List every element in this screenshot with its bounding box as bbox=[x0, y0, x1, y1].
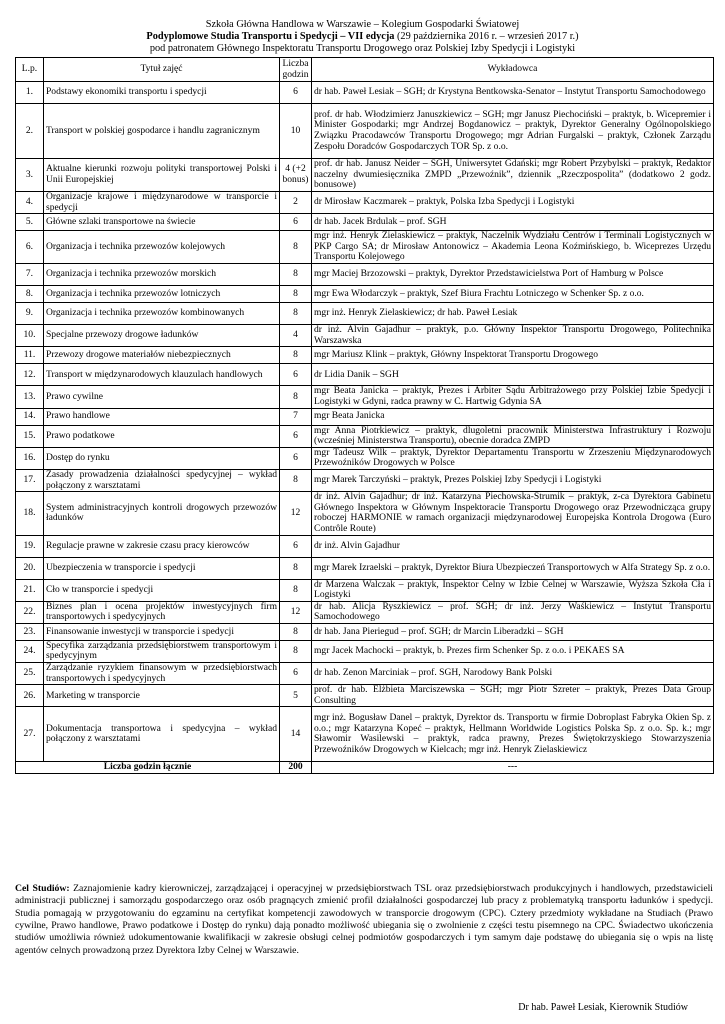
study-goal bbox=[15, 883, 713, 957]
row-hours: 8 bbox=[280, 303, 312, 325]
row-hours: 8 bbox=[280, 579, 312, 601]
row-lecturer: mgr Jacek Machocki – praktyk, b. Prezes firm Schenker Sp. z o.o. i PEKAES SA bbox=[312, 640, 714, 662]
row-hours: 7 bbox=[280, 408, 312, 425]
row-title: Transport w polskiej gospodarce i handlu zagranicznym bbox=[44, 104, 280, 159]
row-lecturer: mgr Marek Izraelski – praktyk, Dyrektor Biura Ubezpieczeń Transportowych w Alfa Strategy Sp. z o.o. bbox=[312, 557, 714, 579]
signature: Dr hab. Paweł Lesiak, Kierownik Studiów bbox=[518, 1002, 688, 1013]
row-title: Finansowanie inwestycji w transporcie i spedycji bbox=[44, 623, 280, 640]
row-title: Dostęp do rynku bbox=[44, 447, 280, 469]
row-title: Zarządzanie ryzykiem finansowym w przedsiębiorstwach transportowych i spedycyjnych bbox=[44, 663, 280, 685]
row-hours: 12 bbox=[280, 492, 312, 535]
goal-text: Zaznajomienie kadry kierowniczej, zarządzającej i operacyjnej w przedsiębiorstwach TSL oraz przedsiębiorstwach produkcyjnych i handlowych, przedstawicieli administracji publicznej i samorządu gospodarczego oraz osób pragnących zmienić profil działalności gospodarczej lub pracy z problematyką transportu ładunków i spedycji. Studia pomagają w przygotowaniu do egzaminu na certyfikat kompetencji zawodowych w transporcie drogowym (CPC). Cztery przedmioty wykładane na Studiach (Prawo cywilne, Prawo handlowe, Prawo podatkowe i Dostęp do rynku) dają ponadto możliwość ubiegania się o zwolnienie z części testu pisemnego na CPC. Świadectwo ukończenia studiów umożliwia również udokumentowanie kwalifikacji w zakresie obsługi celnej podmiotów gospodarczych i tym samym daje podstawę do ubiegania się o wpis na listę agentów celnych prowadzoną przez Dyrektora Izby Celnej w Warszawie. bbox=[15, 883, 713, 956]
row-title: System administracyjnych kontroli drogowych przewozów ładunków bbox=[44, 492, 280, 535]
header-program-dates: (29 października 2016 r. – wrzesień 2017 r.) bbox=[394, 31, 579, 42]
table-row bbox=[16, 104, 714, 159]
row-hours: 8 bbox=[280, 264, 312, 286]
row-lp: 1. bbox=[16, 82, 44, 104]
row-lecturer: dr Marzena Walczak – praktyk, Inspektor Celny w Izbie Celnej w Warszawie, Wyższa Szkoła Cła i Logistyki bbox=[312, 579, 714, 601]
table-row bbox=[16, 264, 714, 286]
table-row bbox=[16, 623, 714, 640]
row-lp: 6. bbox=[16, 231, 44, 264]
table-row bbox=[16, 601, 714, 623]
course-table bbox=[15, 57, 714, 774]
row-title: Główne szlaki transportowe na świecie bbox=[44, 214, 280, 231]
row-lp: 16. bbox=[16, 447, 44, 469]
row-lecturer: mgr inż. Henryk Zielaskiewicz – praktyk, Naczelnik Wydziału Centrów i Terminali Logistycznych w PKP Cargo SA; dr Mirosław Antonowicz – Akademia Leona Koźmińskiego, b. Wiceprezes Urzędu Transportu Kolejowego bbox=[312, 231, 714, 264]
row-title: Prawo podatkowe bbox=[44, 425, 280, 447]
table-row bbox=[16, 325, 714, 347]
row-title: Organizacje krajowe i międzynarodowe w transporcie i spedycji bbox=[44, 192, 280, 214]
row-lp: 26. bbox=[16, 685, 44, 707]
row-lp: 3. bbox=[16, 159, 44, 192]
col-header-lp: L.p. bbox=[16, 58, 44, 82]
row-hours: 6 bbox=[280, 364, 312, 386]
table-row bbox=[16, 425, 714, 447]
row-lecturer: dr Mirosław Kaczmarek – praktyk, Polska Izba Spedycji i Logistyki bbox=[312, 192, 714, 214]
table-row bbox=[16, 286, 714, 303]
row-lp: 25. bbox=[16, 663, 44, 685]
table-row bbox=[16, 707, 714, 762]
table-row bbox=[16, 159, 714, 192]
table-row bbox=[16, 447, 714, 469]
total-row bbox=[16, 762, 714, 774]
row-hours: 6 bbox=[280, 535, 312, 557]
row-lp: 15. bbox=[16, 425, 44, 447]
row-title: Prawo handlowe bbox=[44, 408, 280, 425]
row-lp: 8. bbox=[16, 286, 44, 303]
table-row bbox=[16, 685, 714, 707]
row-title: Regulacje prawne w zakresie czasu pracy kierowców bbox=[44, 535, 280, 557]
table-row bbox=[16, 535, 714, 557]
row-title: Specjalne przewozy drogowe ładunków bbox=[44, 325, 280, 347]
header-patronage: pod patronatem Głównego Inspektoratu Transportu Drogowego oraz Polskiej Izby Spedycji i Logistyki bbox=[149, 43, 576, 54]
row-lecturer: mgr inż. Bogusław Danel – praktyk, Dyrektor ds. Transportu w firmie Dobroplast Fabryka Okien Sp. z o.o.; mgr Katarzyna Kopeć – praktyk, Hellmann Worldwide Logistics Polska Sp. z o.o. Sp. k.; mgr Sławomir Wasilewski – praktyk, radca prawny, Prezes Świętokrzyskiego Stowarzyszenia Przewoźników Drogowych w Kielcach; mgr inż. Henryk Zielaskiewicz bbox=[312, 707, 714, 762]
row-lecturer: dr hab. Paweł Lesiak – SGH; dr Krystyna Bentkowska-Senator – Instytut Transportu Samochodowego bbox=[312, 82, 714, 104]
table-row bbox=[16, 364, 714, 386]
col-header-hours: Liczba godzin bbox=[280, 58, 312, 82]
table-row bbox=[16, 231, 714, 264]
row-lecturer: mgr Anna Piotrkiewicz – praktyk, dlugoletni pracownik Ministerstwa Infrastruktury i Rozwoju (wcześniej Ministerstwa Transportu), obecnie doradca ZMPD bbox=[312, 425, 714, 447]
row-lp: 10. bbox=[16, 325, 44, 347]
row-hours: 6 bbox=[280, 82, 312, 104]
row-lecturer: mgr Maciej Brzozowski – praktyk, Dyrektor Przedstawicielstwa Port of Hamburg w Polsce bbox=[312, 264, 714, 286]
row-lp: 20. bbox=[16, 557, 44, 579]
row-lp: 19. bbox=[16, 535, 44, 557]
row-lp: 9. bbox=[16, 303, 44, 325]
row-lp: 27. bbox=[16, 707, 44, 762]
table-row bbox=[16, 214, 714, 231]
row-title: Dokumentacja transportowa i spedycyjna – wykład połączony z warsztatami bbox=[44, 707, 280, 762]
table-header-row bbox=[16, 58, 714, 82]
row-lp: 4. bbox=[16, 192, 44, 214]
row-hours: 6 bbox=[280, 663, 312, 685]
row-lecturer: prof. dr hab. Elżbieta Marciszewska – SGH; mgr Piotr Szreter – praktyk, Prezes Data Group Consulting bbox=[312, 685, 714, 707]
col-header-title: Tytuł zajęć bbox=[44, 58, 280, 82]
row-lecturer: mgr Marek Tarczyński – praktyk, Prezes Polskiej Izby Spedycji i Logistyki bbox=[312, 469, 714, 491]
row-hours: 8 bbox=[280, 386, 312, 408]
row-lp: 13. bbox=[16, 386, 44, 408]
header-program-name: Podyplomowe Studia Transportu i Spedycji – VII edycja bbox=[146, 31, 395, 42]
table-row bbox=[16, 557, 714, 579]
goal-label: Cel Studiów: bbox=[15, 883, 70, 894]
table-row bbox=[16, 82, 714, 104]
total-label: Liczba godzin łącznie bbox=[16, 762, 280, 774]
table-row bbox=[16, 492, 714, 535]
row-title: Podstawy ekonomiki transportu i spedycji bbox=[44, 82, 280, 104]
row-hours: 6 bbox=[280, 214, 312, 231]
table-row bbox=[16, 469, 714, 491]
table-row bbox=[16, 408, 714, 425]
row-lecturer: mgr Mariusz Klink – praktyk, Główny Inspektorat Transportu Drogowego bbox=[312, 347, 714, 364]
row-lecturer: mgr Beata Janicka – praktyk, Prezes i Arbiter Sądu Arbitrażowego przy Polskiej Izbie Spedycji i Logistyki w Gdyni, radca prawny w C. Hartwig Gdynia SA bbox=[312, 386, 714, 408]
row-lecturer: dr inż. Alvin Gajadhur bbox=[312, 535, 714, 557]
row-lp: 11. bbox=[16, 347, 44, 364]
row-title: Ubezpieczenia w transporcie i spedycji bbox=[44, 557, 280, 579]
row-lp: 22. bbox=[16, 601, 44, 623]
row-title: Prawo cywilne bbox=[44, 386, 280, 408]
row-lecturer: dr hab. Alicja Ryszkiewicz – prof. SGH; dr inż. Jerzy Waśkiewicz – Instytut Transportu Samochodowego bbox=[312, 601, 714, 623]
row-hours: 6 bbox=[280, 425, 312, 447]
row-title: Zasady prowadzenia działalności spedycyjnej – wykład połączony z warsztatami bbox=[44, 469, 280, 491]
row-title: Organizacja i technika przewozów kombinowanych bbox=[44, 303, 280, 325]
row-lecturer: mgr Tadeusz Wilk – praktyk, Dyrektor Departamentu Transportu w Zrzeszeniu Międzynarodowych Przewoźników Drogowych w Polsce bbox=[312, 447, 714, 469]
table-row bbox=[16, 192, 714, 214]
table-row bbox=[16, 640, 714, 662]
row-title: Przewozy drogowe materiałów niebezpiecznych bbox=[44, 347, 280, 364]
table-row bbox=[16, 579, 714, 601]
row-lp: 2. bbox=[16, 104, 44, 159]
row-lp: 23. bbox=[16, 623, 44, 640]
total-hours: 200 bbox=[280, 762, 312, 774]
row-hours: 2 bbox=[280, 192, 312, 214]
row-hours: 8 bbox=[280, 231, 312, 264]
row-title: Cło w transporcie i spedycji bbox=[44, 579, 280, 601]
row-lecturer: dr hab. Jana Pieriegud – prof. SGH; dr Marcin Liberadzki – SGH bbox=[312, 623, 714, 640]
col-header-lecturer: Wykładowca bbox=[312, 58, 714, 82]
row-lp: 17. bbox=[16, 469, 44, 491]
row-lecturer: mgr Beata Janicka bbox=[312, 408, 714, 425]
row-hours: 8 bbox=[280, 469, 312, 491]
table-body bbox=[16, 82, 714, 762]
row-lp: 14. bbox=[16, 408, 44, 425]
row-hours: 10 bbox=[280, 104, 312, 159]
row-lecturer: mgr Ewa Włodarczyk – praktyk, Szef Biura Frachtu Lotniczego w Schenker Sp. z o.o. bbox=[312, 286, 714, 303]
row-lecturer: dr inż. Alvin Gajadhur – praktyk, p.o. Główny Inspektor Transportu Drogowego, Politechnika Warszawska bbox=[312, 325, 714, 347]
row-title: Organizacja i technika przewozów lotniczych bbox=[44, 286, 280, 303]
row-hours: 8 bbox=[280, 286, 312, 303]
row-lp: 24. bbox=[16, 640, 44, 662]
row-hours: 8 bbox=[280, 623, 312, 640]
row-hours: 6 bbox=[280, 447, 312, 469]
row-lecturer: dr hab. Zenon Marciniak – prof. SGH, Narodowy Bank Polski bbox=[312, 663, 714, 685]
row-title: Biznes plan i ocena projektów inwestycyjnych firm transportowych i spedycyjnych bbox=[44, 601, 280, 623]
row-lp: 7. bbox=[16, 264, 44, 286]
row-lp: 12. bbox=[16, 364, 44, 386]
row-hours: 14 bbox=[280, 707, 312, 762]
row-title: Transport w międzynarodowych klauzulach handlowych bbox=[44, 364, 280, 386]
row-title: Marketing w transporcie bbox=[44, 685, 280, 707]
row-title: Organizacja i technika przewozów morskich bbox=[44, 264, 280, 286]
row-title: Specyfika zarządzania przedsiębiorstwem transportowym i spedycyjnym bbox=[44, 640, 280, 662]
table-row bbox=[16, 303, 714, 325]
row-title: Organizacja i technika przewozów kolejowych bbox=[44, 231, 280, 264]
row-hours: 4 (+2 bonus) bbox=[280, 159, 312, 192]
row-hours: 12 bbox=[280, 601, 312, 623]
row-hours: 5 bbox=[280, 685, 312, 707]
row-lecturer: dr inż. Alvin Gajadhur; dr inż. Katarzyna Piechowska-Strumik – praktyk, z-ca Dyrektora Gabinetu Głównego Inspektora w Głównym Inspektoracie Transportu Drogowego oraz Przewodnicząca grupy roboczej HARMONIE w ramach organizacji międzynarodowej Europejska Kontrola Drogowa (Euro Contrôle Route) bbox=[312, 492, 714, 535]
row-hours: 8 bbox=[280, 640, 312, 662]
row-lecturer: prof. dr hab. Włodzimierz Januszkiewicz – SGH; mgr Janusz Piechociński – praktyk, b. Wicepremier i Minister Gospodarki; mgr Andrzej Bogdanowicz – praktyk, Dyrektor Generalny Ogólnopolskiego Związku Pracodawców Transportu Drogowego; mgr Adrian Furgalski – praktyk, Członek Zarządu Zespołu Doradców Gospodarczych TOR Sp. z o.o. bbox=[312, 104, 714, 159]
row-hours: 8 bbox=[280, 557, 312, 579]
row-hours: 8 bbox=[280, 347, 312, 364]
table-row bbox=[16, 663, 714, 685]
row-lecturer: prof. dr hab. Janusz Neider – SGH, Uniwersytet Gdański; mgr Robert Przybylski – praktyk, Redaktor naczelny dwumiesięcznika ZMPD „Przewoźnik”, dziennik „Rzeczpospolita” (dodatkowo 2 godz. bonusowe) bbox=[312, 159, 714, 192]
header-program bbox=[0, 31, 725, 43]
header-institution: Szkoła Główna Handlowa w Warszawie – Kolegium Gospodarki Światowej bbox=[205, 19, 520, 30]
row-lp: 5. bbox=[16, 214, 44, 231]
row-hours: 4 bbox=[280, 325, 312, 347]
row-lecturer: mgr inż. Henryk Zielaskiewicz; dr hab. Paweł Lesiak bbox=[312, 303, 714, 325]
row-lp: 18. bbox=[16, 492, 44, 535]
row-title: Aktualne kierunki rozwoju polityki transportowej Polski i Unii Europejskiej bbox=[44, 159, 280, 192]
table-row bbox=[16, 347, 714, 364]
total-lecturer: --- bbox=[312, 762, 714, 774]
row-lecturer: dr Lidia Danik – SGH bbox=[312, 364, 714, 386]
row-lecturer: dr hab. Jacek Brdulak – prof. SGH bbox=[312, 214, 714, 231]
row-lp: 21. bbox=[16, 579, 44, 601]
table-row bbox=[16, 386, 714, 408]
